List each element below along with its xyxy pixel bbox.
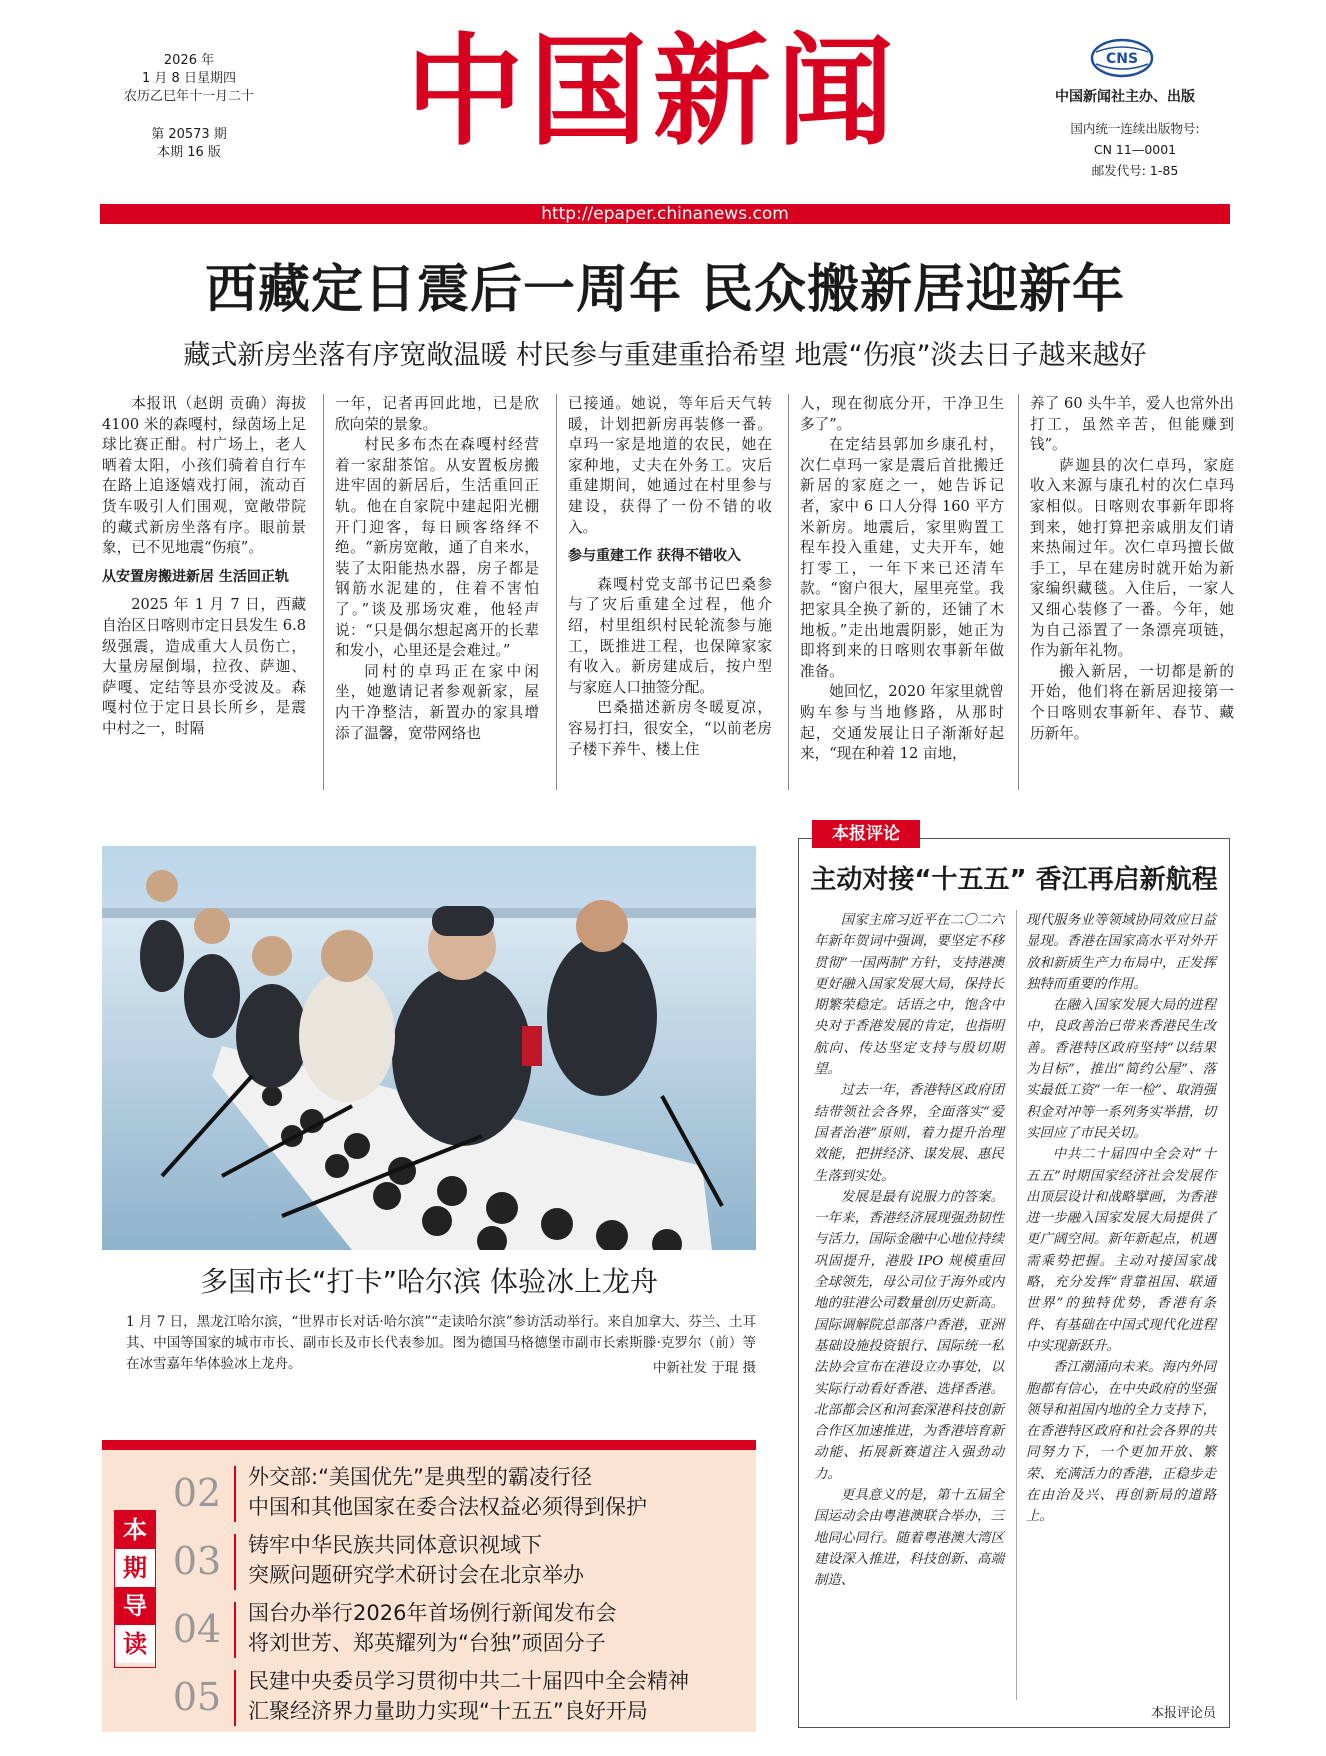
guide-tag-char: 本 — [115, 1511, 155, 1549]
date-day: 1 月 8 日星期四 — [142, 71, 236, 86]
article-paragraph: 搬入新居，一切都是新的开始，他们将在新居迎接第一个日喀则农事新年、春节、藏历新年。 — [1030, 662, 1234, 742]
pub-info-line: 国内统一连续出版物号: — [1070, 121, 1200, 136]
date-year: 2026 年 — [163, 53, 215, 68]
guide-item-line1: 铸牢中华民族共同体意识视域下 — [248, 1533, 542, 1557]
pub-info-line: 邮发代号: 1-85 — [1091, 163, 1179, 178]
article-paragraph: 她回忆，2020 年家里就曾购车参与当地修路，从那时起，交通发展让日子渐渐好起来，“现在种着 12 亩地， — [800, 683, 1004, 763]
guide-page-number: 04 — [172, 1607, 222, 1651]
guide-tag-char: 导 — [115, 1587, 155, 1625]
issue-number: 第 20573 期 — [151, 127, 227, 142]
guide-item[interactable] — [168, 1666, 748, 1732]
article-paragraph: 森嘎村党支部书记巴桑参与了灾后重建全过程，他介绍，村里组织村民轮流参与施工，既推进工程，也保障家家有收入。新房建成后，按户型与家庭人口抽签分配。 — [568, 575, 772, 696]
epaper-url-link[interactable]: http://epaper.chinanews.com — [541, 204, 789, 224]
photo-title: 多国市长“打卡”哈尔滨 体验冰上龙舟 — [200, 1265, 658, 1298]
guide-item-text — [248, 1666, 748, 1726]
guide-page-number: 05 — [172, 1675, 222, 1719]
article-paragraph: 2025 年 1 月 7 日，西藏自治区日喀则市定日县发生 6.8 级强震，造成重大人员伤亡，大量房屋倒塌，拉孜、萨迦、萨嘎、定结等县亦受波及。森嘎村位于定日县长所乡，是震中村之一，时隔 — [102, 596, 306, 737]
commentary-label: 本报评论 — [812, 820, 920, 848]
guide-item-rule — [234, 1534, 236, 1590]
commentary-column-2 — [1026, 910, 1216, 1528]
guide-item[interactable] — [168, 1462, 748, 1528]
newspaper-title: 中国新闻 — [406, 21, 900, 162]
commentary-paragraph: 中共二十届四中全会对“十五五”时期国家经济社会发展作出顶层设计和战略擘画，为香港进一步融入国家发展大局提供了更广阔空间。新年新起点，机遇需乘势把握。主动对接国家战略，充分发挥“背靠祖国、联通世界”的独特优势，香港有条件、有基础在中国式现代化进程中实现新跃升。 — [1026, 1147, 1216, 1354]
commentary-paragraph: 在融入国家发展大局的进程中，良政善治已带来香港民生改善。香港特区政府坚持“以结果为目标”，推出“简约公屋”、落实最低工资“一年一检”、取消强积金对冲等一系列务实举措，切实回应了市民关切。 — [1026, 998, 1216, 1141]
article-paragraph: 人，现在彻底分开，干净卫生多了”。 — [800, 395, 1004, 433]
article-column-1 — [102, 394, 306, 740]
photo-caption: 1 月 7 日，黑龙江哈尔滨，“世界市长对话·哈尔滨”“走读哈尔滨”参访活动举行。来自加拿大、芬兰、土耳其、中国等国家的城市市长、副市长及市长代表参加。图为德国马格德堡市副市长索斯滕·克罗尔（前）等在冰雪嘉年华体验冰上龙舟。 — [126, 1314, 756, 1372]
cns-logo-text: CNS — [1105, 51, 1139, 67]
guide-item[interactable] — [168, 1598, 748, 1664]
article-column-5 — [1030, 394, 1234, 744]
guide-item-text — [248, 1462, 748, 1522]
article-column-2 — [335, 394, 539, 744]
photo-credit: 中新社发 于琨 摄 — [652, 1360, 756, 1376]
article-paragraph: 养了 60 头牛羊，爱人也常外出打工，虽然辛苦，但能赚到钱”。 — [1030, 395, 1234, 454]
guide-page-number: 02 — [172, 1471, 222, 1515]
guide-tag — [114, 1510, 156, 1668]
publication-info — [1040, 118, 1230, 181]
commentary-paragraph: 国家主席习近平在二〇二六年新年贺词中强调，要坚定不移贯彻“一国两制”方针，支持港澳更好融入国家发展大局，保持长期繁荣稳定。话语之中，饱含中央对于香港发展的肯定，也指明航向、传达坚定支持与殷切期望。 — [814, 913, 1004, 1078]
guide-item[interactable] — [168, 1530, 748, 1596]
guide-tag-char: 读 — [115, 1625, 155, 1663]
article-subheading: 参与重建工作 获得不错收入 — [568, 548, 741, 565]
guide-item-rule — [234, 1670, 236, 1726]
article-paragraph: 在定结县郭加乡康孔村，次仁卓玛一家是震后首批搬迁新居的家庭之一，她告诉记者，家中 6 口人分得 160 平方米新房。地震后，家里购置工程车投入重建，丈夫开车，她打零工，一年下来已还清车款。“窗户很大，屋里亮堂。我把家具全换了新的，还铺了木地板。”走出地震阴影，她正为即将到来的日喀则农事新年做准备。 — [800, 436, 1004, 680]
guide-item-line2: 汇聚经济界力量助力实现“十五五”良好开局 — [248, 1699, 648, 1723]
guide-item-line2: 将刘世芳、郑英耀列为“台独”顽固分子 — [248, 1631, 606, 1655]
commentary-divider — [1016, 910, 1017, 1700]
date-block — [104, 52, 274, 106]
commentary-column-1 — [814, 910, 1004, 1592]
commentary-title: 主动对接“十五五” 香江再启新航程 — [810, 865, 1218, 895]
cns-logo-icon — [1090, 38, 1154, 78]
date-lunar: 农历乙巳年十一月二十 — [123, 89, 254, 104]
guide-item-rule — [234, 1466, 236, 1522]
article-paragraph: 萨迦县的次仁卓玛，家庭收入来源与康孔村的次仁卓玛家相似。日喀则农事新年即将到来，她打算把亲戚朋友们请来热闹过年。次仁卓玛擅长做手工，早在建房时就开始为新家编织藏毯。入住后，一家人又细心装修了一番。今年，她为自己添置了一条漂亮项链，作为新年礼物。 — [1030, 456, 1234, 660]
guide-item-text — [248, 1530, 748, 1590]
guide-item-rule — [234, 1602, 236, 1658]
commentary-paragraph: 发展是最有说服力的答案。一年来，香港经济展现强劲韧性与活力，国际金融中心地位持续巩固提升，港股 IPO 规模重回全球领先，母公司位于海外或内地的驻港公司数量创历史新高。国际调解院总部落户香港，亚洲基础设施投资银行、国际统一私法协会宣布在港设立办事处，以实际行动看好香港、选择香港。北部都会区和河套深港科技创新合作区加速推进，为香港培育新动能、拓展新赛道注入强劲动力。 — [814, 1189, 1004, 1482]
article-paragraph: 一年，记者再回此地，已是欣欣向荣的景象。 — [335, 395, 539, 433]
guide-item-line1: 国台办举行2026年首场例行新闻发布会 — [248, 1601, 617, 1625]
guide-page-number: 03 — [172, 1539, 222, 1583]
guide-item-text — [248, 1598, 748, 1658]
pub-info-line: CN 11—0001 — [1093, 142, 1177, 157]
commentary-paragraph: 更具意义的是，第十五届全国运动会由粤港澳联合举办，三地同心同行。随着粤港澳大湾区建设深入推进，科技创新、高端制造、 — [814, 1488, 1004, 1589]
article-paragraph: 同村的卓玛正在家中闲坐，她邀请记者参观新家，屋内干净整洁，新置办的家具增添了温馨，宽带网络也 — [335, 662, 539, 742]
commentary-author: 本报评论员 — [1150, 1706, 1216, 1721]
article-paragraph: 本报讯（赵朗 贡确）海拔 4100 米的森嘎村，绿茵场上足球比赛正酣。村广场上，老人晒着太阳，小孩们骑着自行车在路上追逐嬉戏打闹，流动百货车吸引人们围观，宽敞带院的藏式新房坐落有序。眼前景象，已不见地震“伤痕”。 — [102, 395, 306, 557]
lead-headline: 西藏定日震后一周年 民众搬新居迎新年 — [204, 260, 1126, 320]
guide-top-bar — [102, 1440, 756, 1450]
issue-block — [104, 126, 274, 162]
article-subheading: 从安置房搬进新居 生活回正轨 — [102, 568, 289, 585]
publisher: 中国新闻社主办、出版 — [1055, 89, 1195, 105]
article-column-3 — [568, 394, 772, 760]
guide-item-line1: 民建中央委员学习贯彻中共二十届四中全会精神 — [248, 1669, 689, 1693]
guide-item-line1: 外交部:“美国优先”是典型的霸凌行径 — [248, 1465, 592, 1489]
issue-pages: 本期 16 版 — [157, 145, 221, 160]
column-divider — [1018, 394, 1019, 790]
column-divider — [323, 394, 324, 790]
column-divider — [556, 394, 557, 790]
article-paragraph: 巴桑描述新房冬暖夏凉，容易打扫，很安全，“以前老房子楼下养牛、楼上住 — [568, 699, 772, 758]
article-column-4 — [800, 394, 1004, 765]
dragon-boat-photo — [102, 846, 756, 1250]
article-paragraph: 已接通。她说，等年后天气转暖，计划把新房再装修一番。卓玛一家是地道的农民，她在家种地，丈夫在外务工。灾后重建期间，她通过在村里参与建设，获得了一份不错的收入。 — [568, 395, 772, 536]
lead-subhead: 藏式新房坐落有序宽敞温暖 村民参与重建重拾希望 地震“伤痕”淡去日子越来越好 — [183, 340, 1147, 371]
column-divider — [788, 394, 789, 790]
guide-tag-char: 期 — [115, 1549, 155, 1587]
commentary-paragraph: 香江潮涌向未来。海内外同胞都有信心，在中央政府的坚强领导和祖国内地的全力支持下，在香港特区政府和社会各界的共同努力下，一个更加开放、繁荣、充满活力的香港，正稳步走在由治及兴、再创新局的道路上。 — [1026, 1360, 1216, 1525]
guide-item-line2: 中国和其他国家在委合法权益必须得到保护 — [248, 1495, 647, 1519]
article-paragraph: 村民多布杰在森嘎村经营着一家甜茶馆。从安置板房搬进牢固的新居后，生活重回正轨。他在自家院中建起阳光棚开门迎客，每日顾客络绎不绝。“新房宽敞，通了自来水，装了太阳能热水器，房子都是钢筋水泥建的，住着不害怕了。”谈及那场灾难，他轻声说：“只是偶尔想起离开的长辈和发小，心里还是会难过。” — [335, 436, 539, 660]
guide-item-line2: 突厥问题研究学术研讨会在北京举办 — [248, 1563, 584, 1587]
commentary-paragraph: 现代服务业等领域协同效应日益显现。香港在国家高水平对外开放和新质生产力布局中，正发挥独特而重要的作用。 — [1026, 913, 1216, 992]
commentary-paragraph: 过去一年，香港特区政府团结带领社会各界，全面落实“爱国者治港”原则，着力提升治理效能，把拼经济、谋发展、惠民生落到实处。 — [814, 1083, 1004, 1184]
